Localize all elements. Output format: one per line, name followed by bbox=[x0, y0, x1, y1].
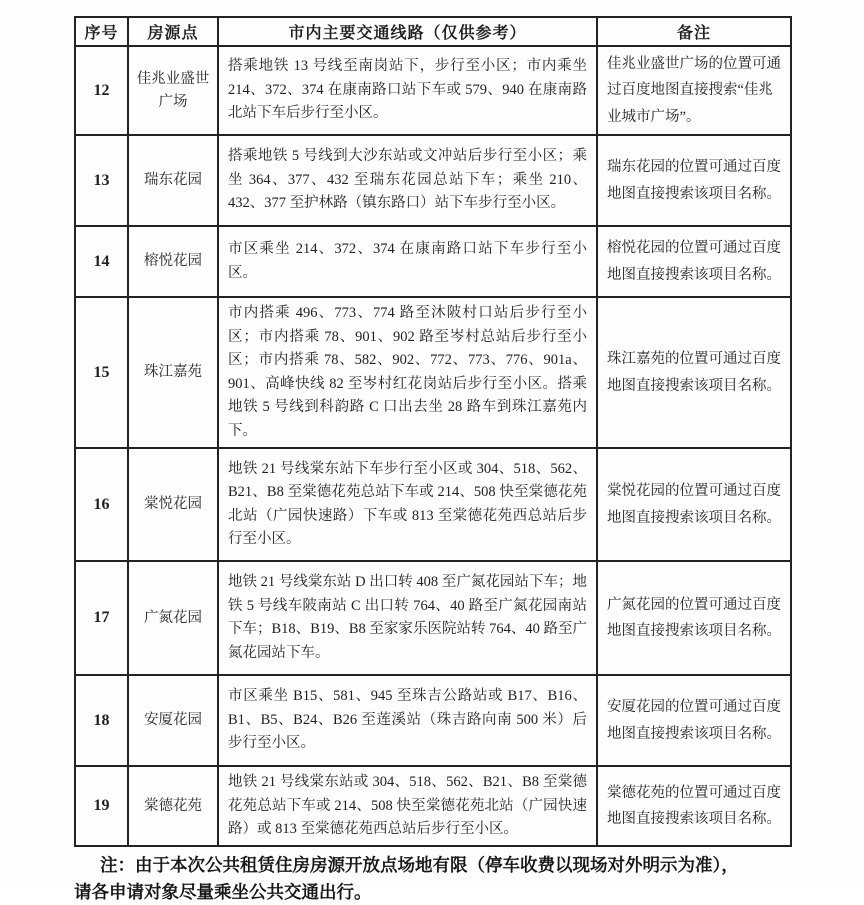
remarks-cell: 珠江嘉苑的位置可通过百度地图直接搜索该项目名称。 bbox=[597, 297, 791, 448]
header-housing-site: 房源点 bbox=[128, 17, 218, 46]
serial-number-cell: 17 bbox=[75, 561, 128, 675]
footnote-line-1: 注：由于本次公共租赁住房房源开放点场地有限（停车收费以现场对外明示为准）， bbox=[100, 855, 739, 876]
header-transit-routes: 市内主要交通线路（仅供参考） bbox=[218, 17, 597, 46]
header-serial-number: 序号 bbox=[75, 17, 128, 46]
transit-routes-cell: 地铁 21 号线棠东站 D 出口转 408 至广氮花园站下车；地铁 5 号线车陂南站 C 出口转 764、40 路至广氮花园南站下车；B18、B19、B8 至家家乐医院站转 764、40 路至广氮花园站下车。 bbox=[218, 561, 597, 675]
serial-number-cell: 16 bbox=[75, 448, 128, 561]
serial-number-cell: 15 bbox=[75, 297, 128, 448]
remarks-cell: 广氮花园的位置可通过百度地图直接搜索该项目名称。 bbox=[597, 561, 791, 675]
header-remarks: 备注 bbox=[597, 17, 791, 46]
footnote bbox=[74, 852, 790, 905]
housing-site-cell: 佳兆业盛世广场 bbox=[128, 46, 218, 135]
serial-number-cell: 13 bbox=[75, 135, 128, 226]
transit-routes-cell: 地铁 21 号线棠东站或 304、518、562、B21、B8 至棠德花苑总站下车或 214、508 快至棠德花苑北站（广园快速路）或 813 至棠德花苑西总站后步行至小区。 bbox=[218, 766, 597, 846]
remarks-cell: 安厦花园的位置可通过百度地图直接搜索该项目名称。 bbox=[597, 675, 791, 766]
table-row bbox=[75, 766, 791, 846]
remarks-cell: 棠德花苑的位置可通过百度地图直接搜索该项目名称。 bbox=[597, 766, 791, 846]
housing-site-cell: 瑞东花园 bbox=[128, 135, 218, 226]
table-row bbox=[75, 561, 791, 675]
housing-site-cell: 棠悦花园 bbox=[128, 448, 218, 561]
housing-site-cell: 棠德花苑 bbox=[128, 766, 218, 846]
transit-routes-cell: 地铁 21 号线棠东站下车步行至小区或 304、518、562、B21、B8 至棠德花苑总站下车或 214、508 快至棠德花苑北站（广园快速路）下车或 813 至棠德花苑西总站后步行至小区。 bbox=[218, 448, 597, 561]
table-header bbox=[75, 17, 791, 46]
serial-number-cell: 19 bbox=[75, 766, 128, 846]
housing-transit-table bbox=[74, 16, 792, 847]
table-row bbox=[75, 226, 791, 297]
remarks-cell: 棠悦花园的位置可通过百度地图直接搜索该项目名称。 bbox=[597, 448, 791, 561]
footnote-line-2: 请各申请对象尽量乘坐公共交通出行。 bbox=[74, 881, 372, 902]
housing-site-cell: 榕悦花园 bbox=[128, 226, 218, 297]
housing-site-cell: 珠江嘉苑 bbox=[128, 297, 218, 448]
transit-routes-cell: 市内搭乘 496、773、774 路至沐陂村口站后步行至小区；市内搭乘 78、901、902 路至岑村总站后步行至小区；市内搭乘 78、582、902、772、773、776、901a、901、高峰快线 82 至岑村红花岗站后步行至小区。搭乘地铁 5 号线到科韵路 C 口出去坐 28 路车到珠江嘉苑内下。 bbox=[218, 297, 597, 448]
table-row bbox=[75, 46, 791, 135]
serial-number-cell: 12 bbox=[75, 46, 128, 135]
table-row bbox=[75, 675, 791, 766]
header-row bbox=[75, 17, 791, 46]
remarks-cell: 佳兆业盛世广场的位置可通过百度地图直接搜索“佳兆业城市广场”。 bbox=[597, 46, 791, 135]
table-body bbox=[75, 46, 791, 846]
remarks-cell: 瑞东花园的位置可通过百度地图直接搜索该项目名称。 bbox=[597, 135, 791, 226]
table-row bbox=[75, 297, 791, 448]
remarks-cell: 榕悦花园的位置可通过百度地图直接搜索该项目名称。 bbox=[597, 226, 791, 297]
table-row bbox=[75, 448, 791, 561]
transit-routes-cell: 搭乘地铁 5 号线到大沙东站或文冲站后步行至小区；乘坐 364、377、432 至瑞东花园总站下车；乘坐 210、432、377 至护林路（镇东路口）站下车步行至小区。 bbox=[218, 135, 597, 226]
transit-routes-cell: 搭乘地铁 13 号线至南岗站下，步行至小区；市内乘坐 214、372、374 在康南路口站下车或 579、940 在康南路北站下车后步行至小区。 bbox=[218, 46, 597, 135]
serial-number-cell: 18 bbox=[75, 675, 128, 766]
transit-routes-cell: 市区乘坐 B15、581、945 至珠吉公路站或 B17、B16、B1、B5、B24、B26 至莲溪站（珠吉路向南 500 米）后步行至小区。 bbox=[218, 675, 597, 766]
housing-site-cell: 安厦花园 bbox=[128, 675, 218, 766]
table-row bbox=[75, 135, 791, 226]
serial-number-cell: 14 bbox=[75, 226, 128, 297]
transit-routes-cell: 市区乘坐 214、372、374 在康南路口站下车步行至小区。 bbox=[218, 226, 597, 297]
housing-site-cell: 广氮花园 bbox=[128, 561, 218, 675]
